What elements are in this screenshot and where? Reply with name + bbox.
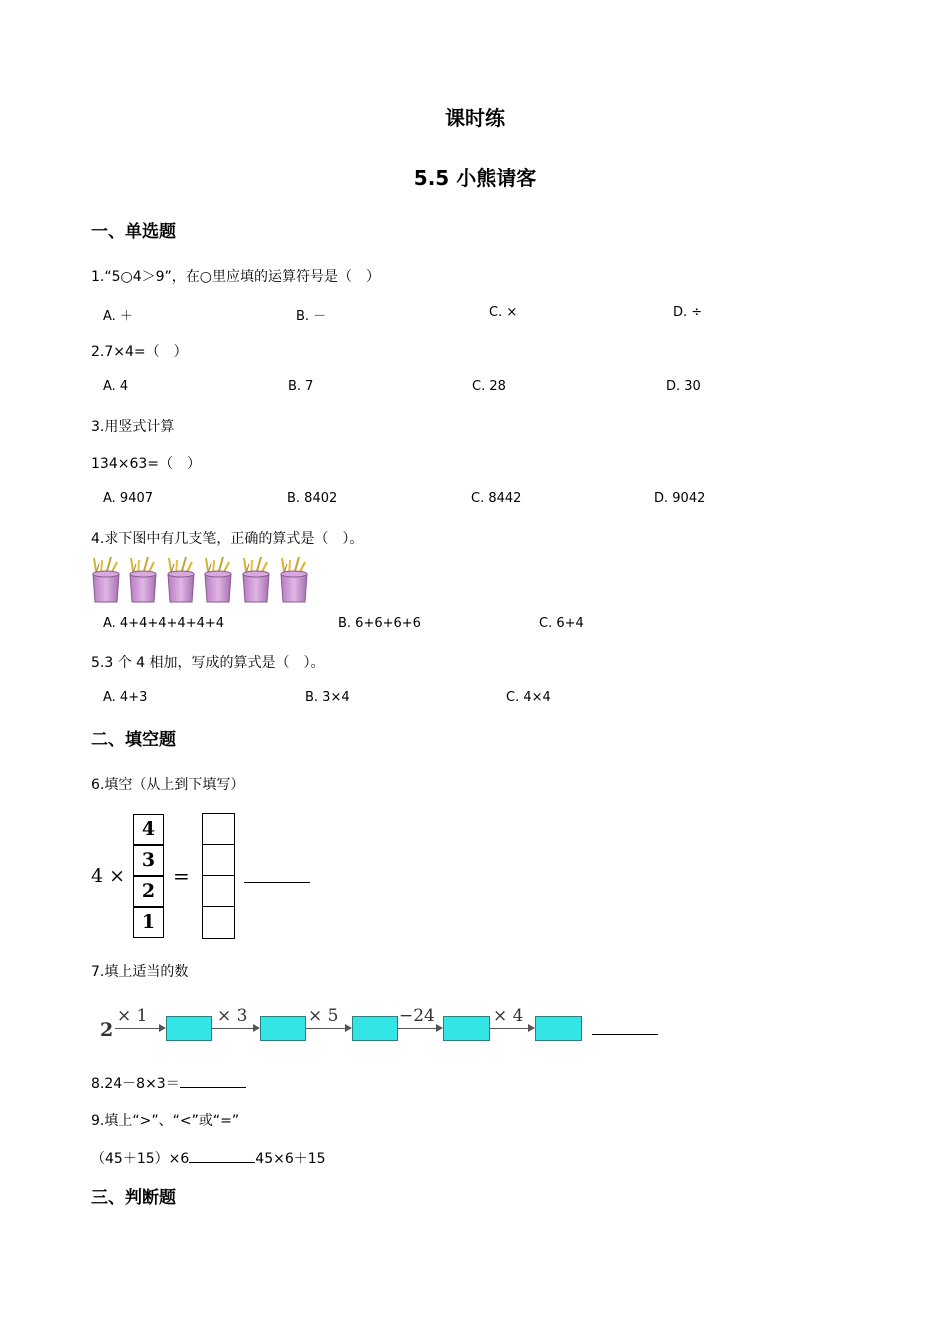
arrow-icon: [212, 1028, 254, 1029]
question-9-comparison: [91, 1148, 326, 1168]
q6-equals-sign: =: [173, 864, 190, 888]
q6-answer-cell[interactable]: [202, 844, 235, 876]
q5-option-b: B. 3×4: [305, 690, 350, 705]
question-7-text: 7.填上适当的数: [91, 964, 189, 980]
q7-operation-label: × 4: [493, 1006, 524, 1026]
question-6-text: 6.填空（从上到下填写）: [91, 777, 245, 793]
q1-option-a: A. ＋: [103, 309, 133, 324]
q1-option-d: D. ÷: [673, 305, 703, 320]
q3-option-b: B. 8402: [287, 491, 338, 506]
q5-option-a: A. 4+3: [103, 690, 148, 705]
q2-option-c: C. 28: [472, 379, 506, 394]
arrowhead-icon: [345, 1024, 352, 1032]
q3-option-a: A. 9407: [103, 491, 154, 506]
q9-left-expression: （45＋15）×6: [91, 1151, 190, 1167]
q7-operation-label: × 3: [217, 1006, 248, 1026]
q5-option-c: C. 4×4: [506, 690, 551, 705]
q6-number-cell: 4: [133, 814, 164, 845]
question-8-text: 8.24－8×3＝: [91, 1076, 180, 1092]
q8-answer-blank[interactable]: [180, 1073, 246, 1088]
arrowhead-icon: [436, 1024, 443, 1032]
q2-option-a: A. 4: [103, 379, 129, 394]
q6-answer-cell[interactable]: [202, 875, 235, 907]
arrow-icon: [490, 1028, 529, 1029]
q6-answer-blank[interactable]: [244, 868, 310, 883]
q2-option-d: D. 30: [666, 379, 701, 394]
arrowhead-icon: [253, 1024, 260, 1032]
q9-answer-blank[interactable]: [189, 1148, 255, 1163]
question-3-text: 3.用竖式计算: [91, 419, 175, 435]
q1-option-b: B. －: [296, 309, 327, 324]
q2-option-b: B. 7: [288, 379, 314, 394]
q7-answer-box[interactable]: [260, 1016, 306, 1041]
q6-number-cell: 2: [133, 876, 164, 907]
q6-answer-cell[interactable]: [202, 906, 235, 939]
page-subtitle: 5.5 小熊请客: [413, 166, 537, 190]
question-8-row: [91, 1073, 246, 1093]
q7-answer-box[interactable]: [166, 1016, 212, 1041]
q7-answer-box[interactable]: [443, 1016, 490, 1041]
q7-operation-label: −24: [399, 1006, 435, 1026]
q7-operation-label: × 5: [308, 1006, 339, 1026]
question-3-expression: 134×63=（ ）: [91, 456, 201, 472]
q3-option-c: C. 8442: [471, 491, 522, 506]
q4-option-c: C. 6+4: [539, 616, 584, 631]
q6-number-cell: 3: [133, 845, 164, 876]
page-title: 课时练: [445, 106, 505, 130]
question-1-text: 1.“5○4＞9”，在○里应填的运算符号是（ ）: [91, 269, 381, 285]
arrow-icon: [398, 1028, 437, 1029]
q9-right-expression: 45×6＋15: [255, 1151, 326, 1167]
q7-operation-label: × 1: [117, 1006, 148, 1026]
question-4-text: 4.求下图中有几支笔，正确的算式是（ ）。: [91, 531, 364, 547]
question-5-text: 5.3 个 4 相加，写成的算式是（ ）。: [91, 655, 325, 671]
question-2-text: 2.7×4=（ ）: [91, 344, 188, 360]
question-9-text: 9.填上“>”、“<”或“=”: [91, 1113, 240, 1129]
arrow-icon: [306, 1028, 346, 1029]
q6-multiplicand: 4 ×: [91, 865, 126, 887]
section-heading-single-choice: 一、单选题: [91, 222, 176, 242]
q1-option-c: C. ×: [489, 305, 518, 320]
q6-answer-cell[interactable]: [202, 813, 235, 845]
q7-answer-blank[interactable]: [592, 1020, 658, 1035]
q3-option-d: D. 9042: [654, 491, 706, 506]
q7-answer-box[interactable]: [535, 1016, 582, 1041]
q4-option-a: A. 4+4+4+4+4+4: [103, 616, 225, 631]
section-heading-fill-blank: 二、填空题: [91, 730, 176, 750]
arrow-icon: [115, 1028, 160, 1029]
section-heading-true-false: 三、判断题: [91, 1188, 176, 1208]
q7-answer-box[interactable]: [352, 1016, 398, 1041]
arrowhead-icon: [528, 1024, 535, 1032]
q6-number-cell: 1: [133, 907, 164, 938]
q7-start-number: 2: [100, 1019, 114, 1041]
q4-option-b: B. 6+6+6+6: [338, 616, 421, 631]
pen-holders-image: [90, 556, 312, 606]
arrowhead-icon: [159, 1024, 166, 1032]
